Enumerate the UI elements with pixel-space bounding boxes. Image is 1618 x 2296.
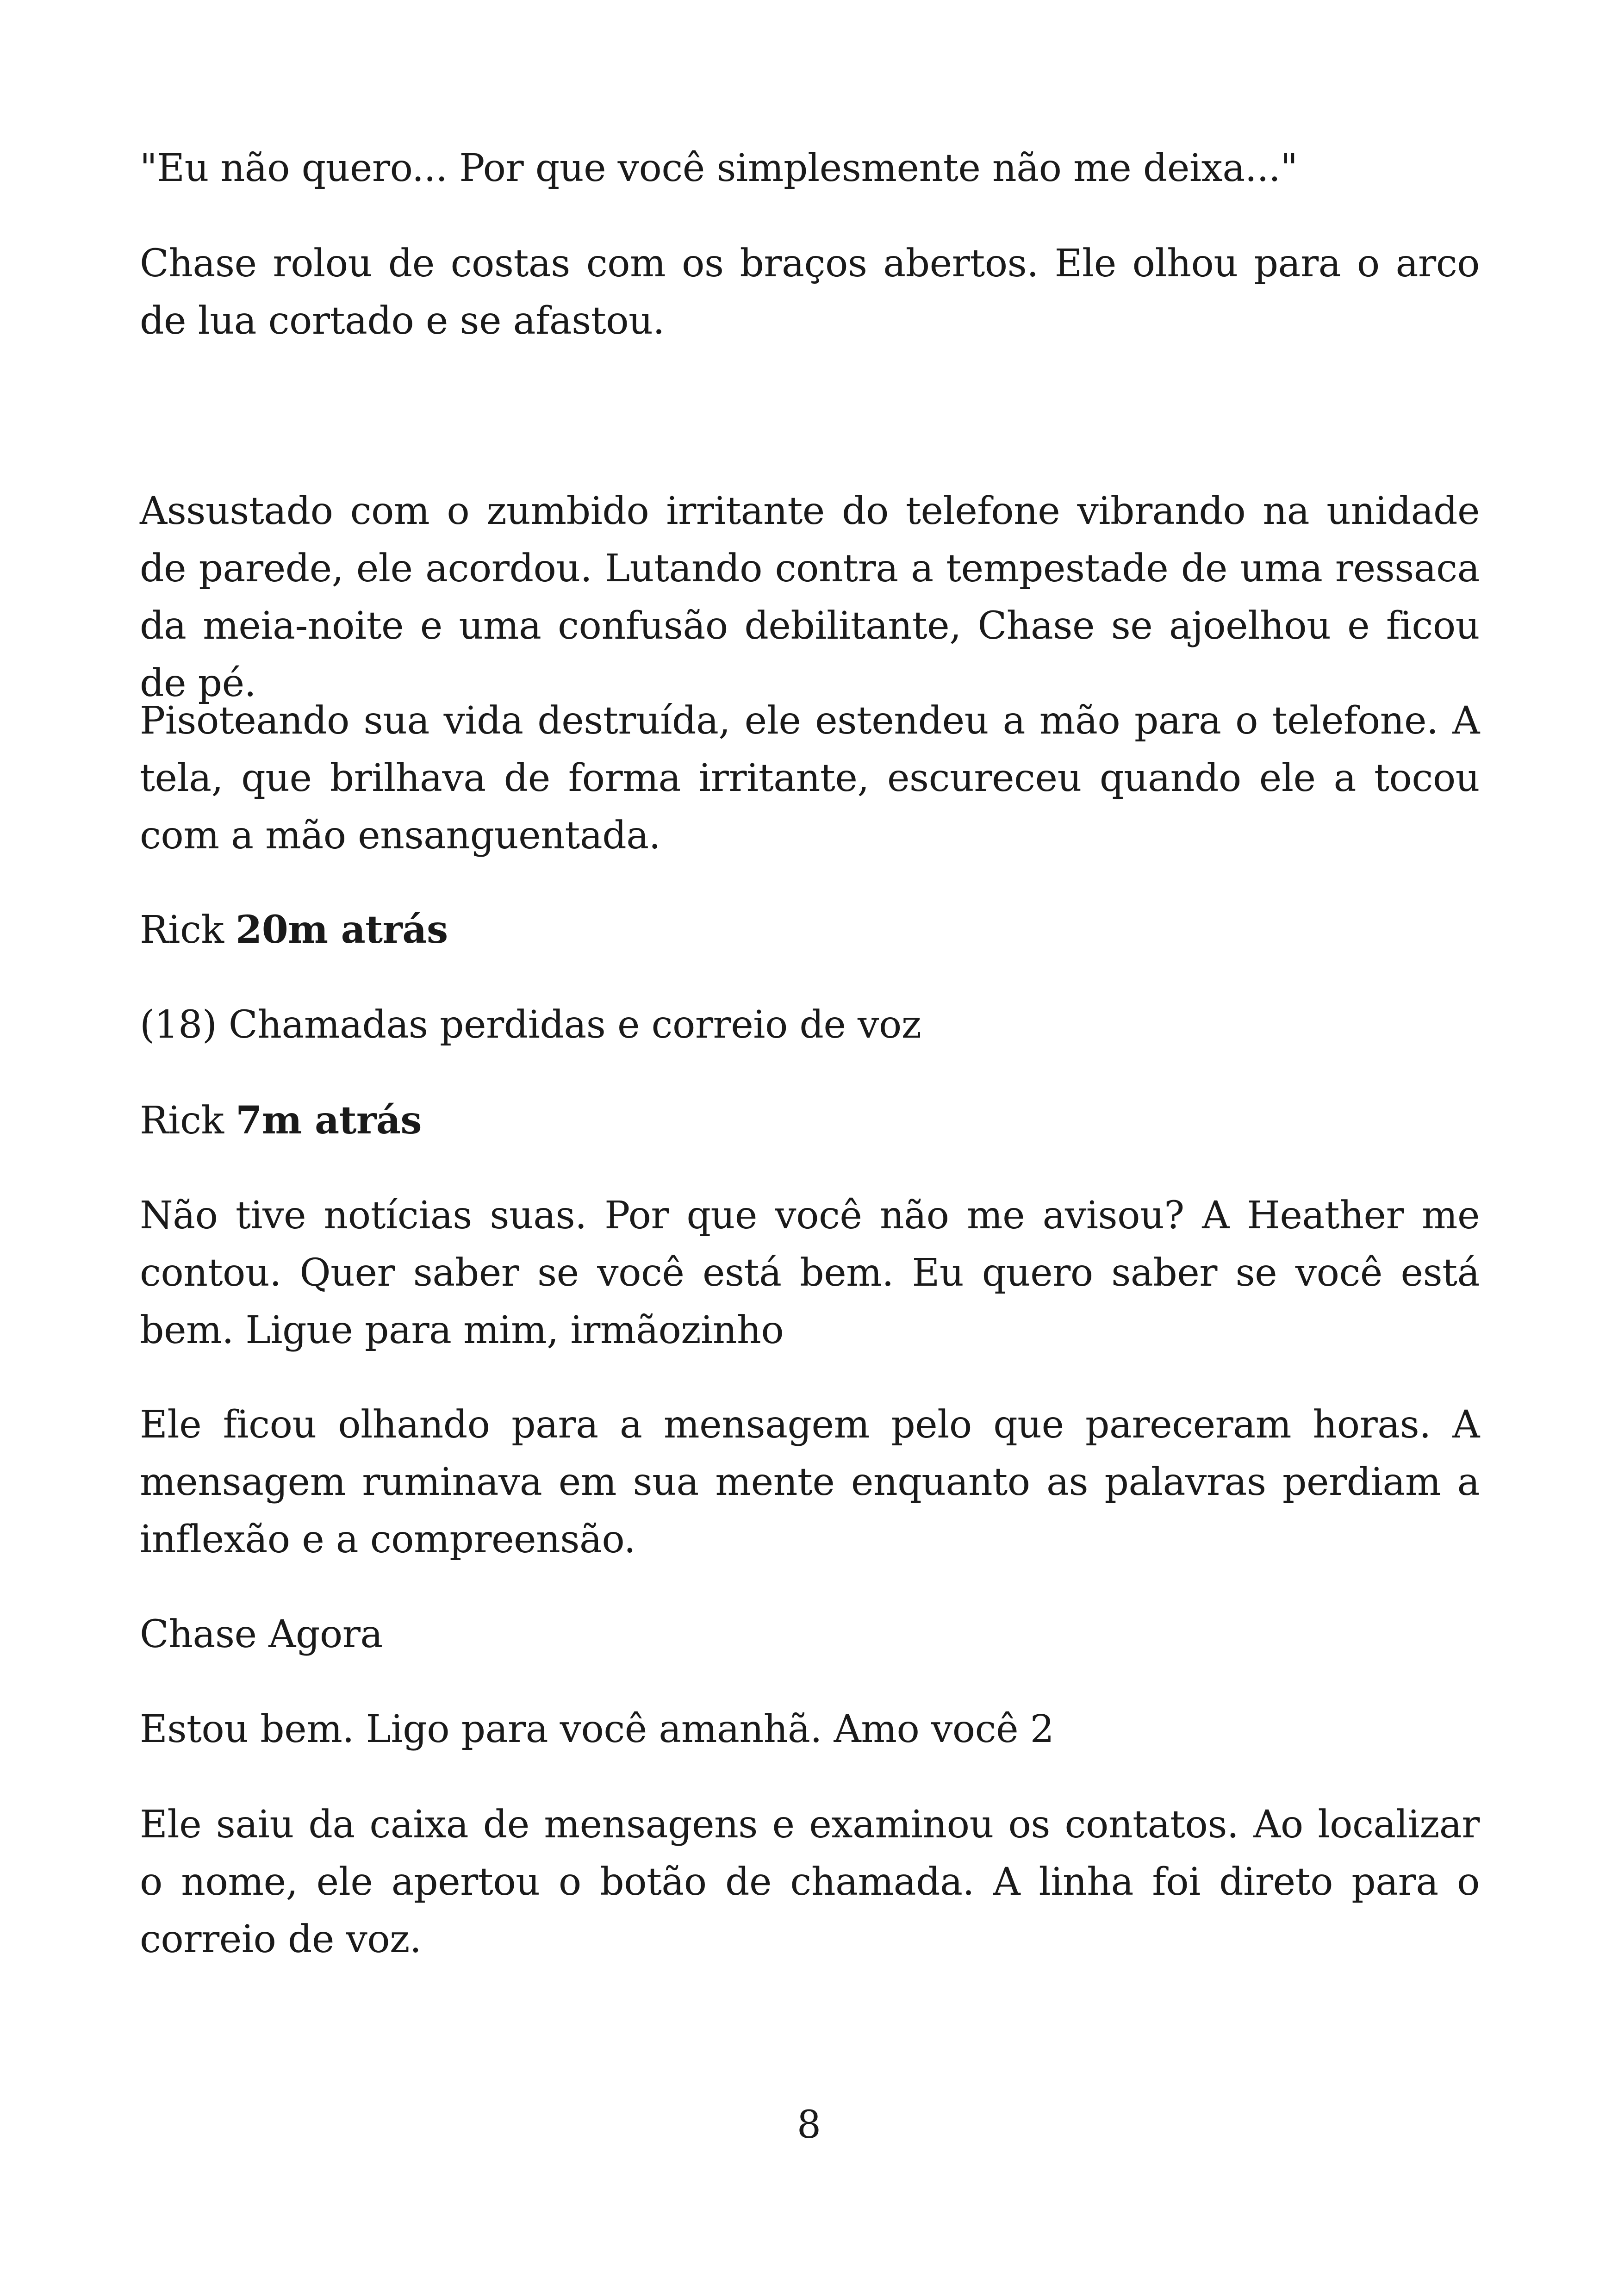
- message-sender: Rick: [140, 908, 224, 952]
- message-sender: Rick: [140, 1099, 224, 1143]
- body-paragraph: Assustado com o zumbido irritante do telefone vibrando na unidade de parede, ele acordou. Lutando contra a tempestade de uma ressaca da meia-noite e uma confusão debilitante, Chase se ajoelhou e ficou de pé.: [140, 489, 1480, 705]
- message-body: Estou bem. Ligo para você amanhã. Amo você 2: [140, 1707, 1054, 1751]
- page-number: 8: [797, 2103, 821, 2147]
- message-header: [140, 901, 1480, 959]
- message-header: Chase Agora: [140, 1612, 383, 1656]
- message-time: 20m atrás: [236, 908, 448, 952]
- body-paragraph: Chase rolou de costas com os braços abertos. Ele olhou para o arco de lua cortado e se afastou.: [140, 242, 1480, 343]
- dialogue-paragraph: "Eu não quero... Por que você simplesmente não me deixa...": [140, 146, 1298, 190]
- body-paragraph: Ele saiu da caixa de mensagens e examinou os contatos. Ao localizar o nome, ele apertou o botão de chamada. A linha foi direto para o correio de voz.: [140, 1803, 1480, 1961]
- message-header: [140, 1092, 1480, 1150]
- message-body: Não tive notícias suas. Por que você não me avisou? A Heather me contou. Quer saber se você está bem. Eu quero saber se você está bem. Ligue para mim, irmãozinho: [140, 1194, 1480, 1352]
- body-paragraph: Pisoteando sua vida destruída, ele estendeu a mão para o telefone. A tela, que brilhava de forma irritante, escureceu quando ele a tocou com a mão ensanguentada.: [140, 699, 1480, 858]
- message-time: 7m atrás: [236, 1098, 422, 1143]
- body-paragraph: Ele ficou olhando para a mensagem pelo que pareceram horas. A mensagem ruminava em sua mente enquanto as palavras perdiam a inflexão e a compreensão.: [140, 1403, 1480, 1562]
- missed-calls-line: (18) Chamadas perdidas e correio de voz: [140, 1003, 921, 1047]
